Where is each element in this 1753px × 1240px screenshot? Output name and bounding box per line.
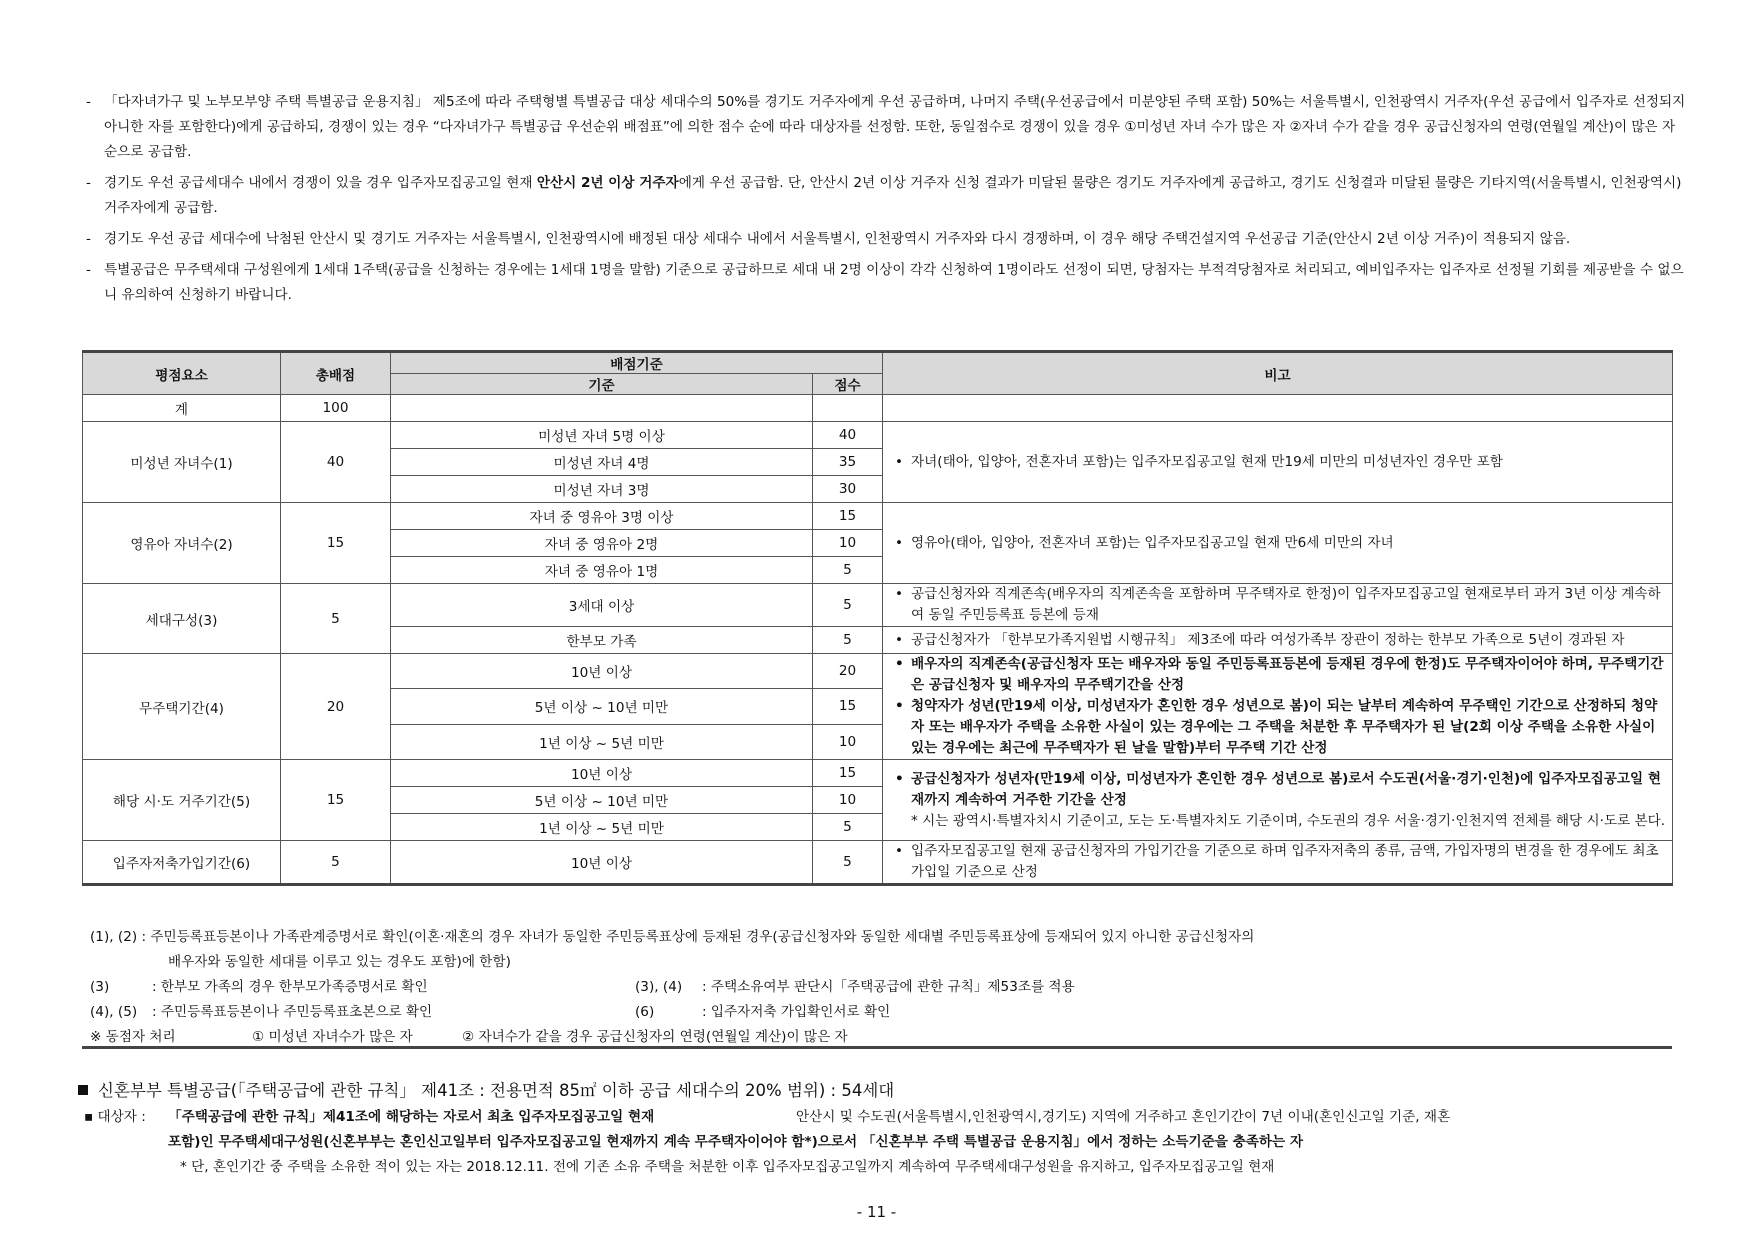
criteria-cell: 10년 이상 [391, 654, 813, 689]
table-row [83, 422, 1673, 449]
remarks-cell [883, 584, 1673, 627]
intro-bullet [86, 258, 1686, 308]
remark-text: 배우자의 직계존속(공급신청자 또는 배우자와 동일 주민등록표등본에 등재된 경우에 한정)도 무주택자이어야 하며, 무주택기간은 공급신청자 및 배우자의 무주택기간을 산정 [911, 656, 1664, 693]
bullet-text: 경기도 우선 공급세대수 내에서 경쟁이 있을 경우 입주자모집공고일 현재 [104, 175, 537, 191]
remarks-cell [883, 760, 1673, 841]
tie-break-label: ※ 동점자 처리 [90, 1029, 176, 1045]
criteria-cell: 자녀 중 영유아 1명 [391, 557, 813, 584]
criteria-cell: 1년 이상 ~ 5년 미만 [391, 724, 813, 759]
header-total: 총배점 [281, 352, 391, 395]
table-row [83, 760, 1673, 787]
square-bullet-icon [78, 1085, 88, 1095]
criteria-cell: 10년 이상 [391, 760, 813, 787]
footnote-6-text: : 입주자저축 가입확인서로 확인 [702, 1004, 891, 1020]
criteria-cell: 10년 이상 [391, 841, 813, 885]
header-criteria-group: 배점기준 [391, 352, 883, 374]
factor-cell: 무주택기간(4) [83, 654, 281, 760]
points-cell: 15 [813, 689, 883, 724]
score-table [82, 350, 1673, 886]
factor-cell: 영유아 자녀수(2) [83, 503, 281, 584]
header-remarks: 비고 [883, 352, 1673, 395]
footnote-45-key: (4), (5) [90, 1004, 138, 1020]
dash-marker: - [86, 231, 91, 247]
remark-note [889, 452, 1666, 473]
total-label: 계 [83, 395, 281, 422]
points-cell: 30 [813, 476, 883, 503]
remarks-cell [883, 503, 1673, 584]
table-row [83, 503, 1673, 530]
bullet-text: 특별공급은 무주택세대 구성원에게 1세대 1주택(공급을 신청하는 경우에는 1세대 1명을 말함) 기준으로 공급하므로 세대 내 2명 이상이 각각 신청하여 1명이라도 선정이 되면, 당첨자는 부적격당첨자로 처리되고, 예비입주자는 입주자로 선정될 기회를 제공받을 수 없으니 유의하여 신청하기 바랍니다. [104, 262, 1684, 303]
remark-text: 공급신청자가 「한부모가족지원법 시행규칙」 제3조에 따라 여성가족부 장관이 정하는 한부모 가족으로 5년이 경과된 자 [911, 631, 1625, 648]
dash-marker: - [86, 262, 91, 278]
footnote-45-text: : 주민등록표등본이나 주민등록표초본으로 확인 [152, 1004, 433, 1020]
intro-bullets [86, 90, 1686, 314]
criteria-cell: 5년 이상 ~ 10년 미만 [391, 787, 813, 814]
remark-note [889, 841, 1666, 883]
page-number: - 11 - [856, 1203, 897, 1221]
factor-cell: 미성년 자녀수(1) [83, 422, 281, 503]
dash-marker: - [86, 175, 91, 191]
intro-bullet [86, 90, 1686, 165]
points-cell: 15 [813, 760, 883, 787]
total-row [83, 395, 1673, 422]
footnote-6-key: (6) [635, 1004, 655, 1020]
remark-note [889, 654, 1666, 696]
points-cell: 5 [813, 557, 883, 584]
points-cell: 10 [813, 530, 883, 557]
bullet-dot-icon: • [895, 453, 904, 470]
total-points-cell: 5 [281, 584, 391, 654]
points-cell: 5 [813, 814, 883, 841]
remark-text: 영유아(태아, 입양아, 전혼자녀 포함)는 입주자모집공고일 현재 만6세 미만의 자녀 [911, 534, 1394, 551]
remarks-cell [883, 654, 1673, 760]
remark-note [889, 769, 1666, 811]
footnote-34-text: : 주택소유여부 판단시「주택공급에 관한 규칙」제53조를 적용 [702, 979, 1075, 995]
remark-note [889, 630, 1666, 651]
remark-note [889, 533, 1666, 554]
points-cell: 5 [813, 627, 883, 654]
dash-marker: - [86, 94, 91, 110]
criteria-cell: 한부모 가족 [391, 627, 813, 654]
bullet-dot-icon: • [895, 656, 904, 672]
table-footnotes [90, 925, 1690, 1050]
points-cell: 5 [813, 584, 883, 627]
criteria-cell: 미성년 자녀 3명 [391, 476, 813, 503]
remark-note [889, 696, 1666, 759]
eligibility-label: ▪ 대상자 : [84, 1109, 146, 1125]
bullet-dot-icon: • [895, 770, 904, 787]
remark-star-note [889, 811, 1666, 832]
total-value: 100 [281, 395, 391, 422]
criteria-cell: 5년 이상 ~ 10년 미만 [391, 689, 813, 724]
section-title [78, 1077, 894, 1101]
remark-text: 자녀(태아, 입양아, 전혼자녀 포함)는 입주자모집공고일 현재 만19세 미만의 미성년자인 경우만 포함 [911, 453, 1503, 470]
points-cell: 10 [813, 787, 883, 814]
bullet-text: 「다자녀가구 및 노부모부양 주택 특별공급 운용지침」 제5조에 따라 주택형별 특별공급 대상 세대수의 50%를 경기도 거주자에게 우선 공급하며, 나머지 주택(우선공급에서 미분양된 주택 포함) 50%는 서울특별시, 인천광역시 거주자(우선 공급에서 입주자로 선정되지 아니한 자를 포함한다)에게 공급하되, 경쟁이 있는 경우 “다자녀가구 특별공급 우선순위 배점표”에 의한 점수 순에 따라 대상자를 선정함. 또한, 동일점수로 경쟁이 있을 경우 ①미성년 자녀 수가 많은 자 ②자녀 수가 같을 경우 공급신청자의 연령(연월일 계산)이 많은 자 순으로 공급함. [104, 94, 1686, 160]
total-points-cell: 15 [281, 503, 391, 584]
factor-cell: 세대구성(3) [83, 584, 281, 654]
remarks-cell [883, 627, 1673, 654]
criteria-cell: 자녀 중 영유아 3명 이상 [391, 503, 813, 530]
factor-cell: 해당 시·도 거주기간(5) [83, 760, 281, 841]
points-cell: 20 [813, 654, 883, 689]
footnote-34-key: (3), (4) [635, 979, 683, 995]
remark-note [889, 584, 1666, 626]
bullet-dot-icon: • [895, 534, 904, 551]
footnote-1: (1), (2) : 주민등록표등본이나 가족관계증명서로 확인(이혼·재혼의 경우 자녀가 동일한 주민등록표상에 등재된 경우(공급신청자와 동일한 세대별 주민등록표상에 등재되어 있지 아니한 공급신청자의 [90, 929, 1255, 945]
total-points-cell: 15 [281, 760, 391, 841]
score-table-wrap [82, 350, 1672, 886]
header-factor: 평점요소 [83, 352, 281, 395]
bullet-emphasis: 안산시 2년 이상 거주자 [536, 175, 679, 191]
eligibility-line-3: * 단, 혼인기간 중 주택을 소유한 적이 있는 자는 2018.12.11. 전에 기존 소유 주택을 처분한 이후 입주자모집공고일까지 계속하여 무주택세대구성원을 유지하고, 입주자모집공고일 현재 [180, 1159, 1275, 1175]
remark-text: 공급신청자와 직계존속(배우자의 직계존속을 포함하며 무주택자로 한정)이 입주자모집공고일 현재로부터 과거 3년 이상 계속하여 동일 주민등록표 등본에 등재 [911, 586, 1661, 623]
table-row [83, 841, 1673, 885]
footnote-3-key: (3) [90, 979, 110, 995]
remark-text: 청약자가 성년(만19세 이상, 미성년자가 혼인한 경우 성년으로 봄)이 되는 날부터 계속하여 무주택인 기간으로 산정하되 청약자 또는 배우자가 주택을 소유한 사실이 있는 경우에는 그 주택을 처분한 후 무주택자가 된 날(2회 이상 주택을 소유한 사실이 있는 경우에는 최근에 무주택자가 된 날을 말함)부터 무주택 기간 산정 [911, 698, 1658, 756]
points-cell: 15 [813, 503, 883, 530]
tie-break-rule-1: ① 미성년 자녀수가 많은 자 [252, 1029, 413, 1045]
intro-bullet [86, 171, 1686, 221]
footnote-1-cont: 배우자와 동일한 세대를 이루고 있는 경우도 포함)에 한함) [168, 954, 511, 970]
bullet-dot-icon: • [895, 698, 904, 714]
bullet-dot-icon: • [895, 586, 904, 602]
bullet-text: 에게 우선 공급함. 단, 안산시 2년 이상 거주자 신청 결과가 미달된 물량은 경기도 거주자에게 공급하고, 경기도 신청결과 미달된 물량은 기타지역(서울특별시, 인천광역시) 거주자에게 공급함. [104, 175, 1682, 216]
remarks-cell [883, 841, 1673, 885]
criteria-cell: 미성년 자녀 4명 [391, 449, 813, 476]
table-row [83, 584, 1673, 627]
criteria-cell: 1년 이상 ~ 5년 미만 [391, 814, 813, 841]
criteria-cell: 미성년 자녀 5명 이상 [391, 422, 813, 449]
remark-text: 입주자모집공고일 현재 공급신청자의 가입기간을 기준으로 하며 입주자저축의 종류, 금액, 가입자명의 변경을 한 경우에도 최초 가입일 기준으로 산정 [911, 843, 1659, 880]
criteria-cell: 3세대 이상 [391, 584, 813, 627]
bullet-dot-icon: • [895, 843, 904, 859]
total-points-cell: 40 [281, 422, 391, 503]
points-cell: 10 [813, 724, 883, 759]
total-points-cell: 5 [281, 841, 391, 885]
points-cell: 35 [813, 449, 883, 476]
remarks-cell [883, 422, 1673, 503]
table-row [83, 654, 1673, 689]
header-points: 점수 [813, 374, 883, 395]
total-points-cell: 20 [281, 654, 391, 760]
points-cell: 5 [813, 841, 883, 885]
criteria-cell: 자녀 중 영유아 2명 [391, 530, 813, 557]
section-body [84, 1105, 1684, 1180]
header-criteria: 기준 [391, 374, 813, 395]
eligibility-line-1: 안산시 및 수도권(서울특별시,인천광역시,경기도) 지역에 거주하고 혼인기간이 7년 이내(혼인신고일 기준, 재혼 [796, 1109, 1451, 1125]
divider [82, 1046, 1672, 1049]
bullet-dot-icon: • [895, 631, 904, 648]
eligibility-line-1-bold: 「주택공급에 관한 규칙」제41조에 해당하는 자로서 최초 입주자모집공고일 현재 [168, 1109, 655, 1125]
points-cell: 40 [813, 422, 883, 449]
intro-bullet [86, 227, 1686, 252]
bullet-text: 경기도 우선 공급 세대수에 낙첨된 안산시 및 경기도 거주자는 서울특별시, 인천광역시에 배정된 대상 세대수 내에서 서울특별시, 인천광역시 거주자와 다시 경쟁하며, 이 경우 해당 주택건설지역 우선공급 기준(안산시 2년 이상 거주)이 적용되지 않음. [104, 231, 1571, 247]
remark-star-text: * 시는 광역시·특별자치시 기준이고, 도는 도·특별자치도 기준이며, 수도권의 경우 서울·경기·인천지역 전체를 해당 시·도로 본다. [911, 812, 1666, 829]
remark-text: 공급신청자가 성년자(만19세 이상, 미성년자가 혼인한 경우 성년으로 봄)로서 수도권(서울·경기·인천)에 입주자모집공고일 현재까지 계속하여 거주한 기간을 산정 [911, 770, 1662, 808]
eligibility-line-2: 포함)인 무주택세대구성원(신혼부부는 혼인신고일부터 입주자모집공고일 현재까지 계속 무주택자이어야 함*)으로서 「신혼부부 주택 특별공급 운용지침」에서 정하는 소득기준을 충족하는 자 [168, 1134, 1304, 1150]
section-title-text: 신혼부부 특별공급(「주택공급에 관한 규칙」 제41조 : 전용면적 85㎡ 이하 공급 세대수의 20% 범위) : 54세대 [98, 1081, 895, 1100]
tie-break-rule-2: ② 자녀수가 같을 경우 공급신청자의 연령(연월일 계산)이 많은 자 [462, 1029, 848, 1045]
footnote-3-text: : 한부모 가족의 경우 한부모가족증명서로 확인 [152, 979, 428, 995]
factor-cell: 입주자저축가입기간(6) [83, 841, 281, 885]
